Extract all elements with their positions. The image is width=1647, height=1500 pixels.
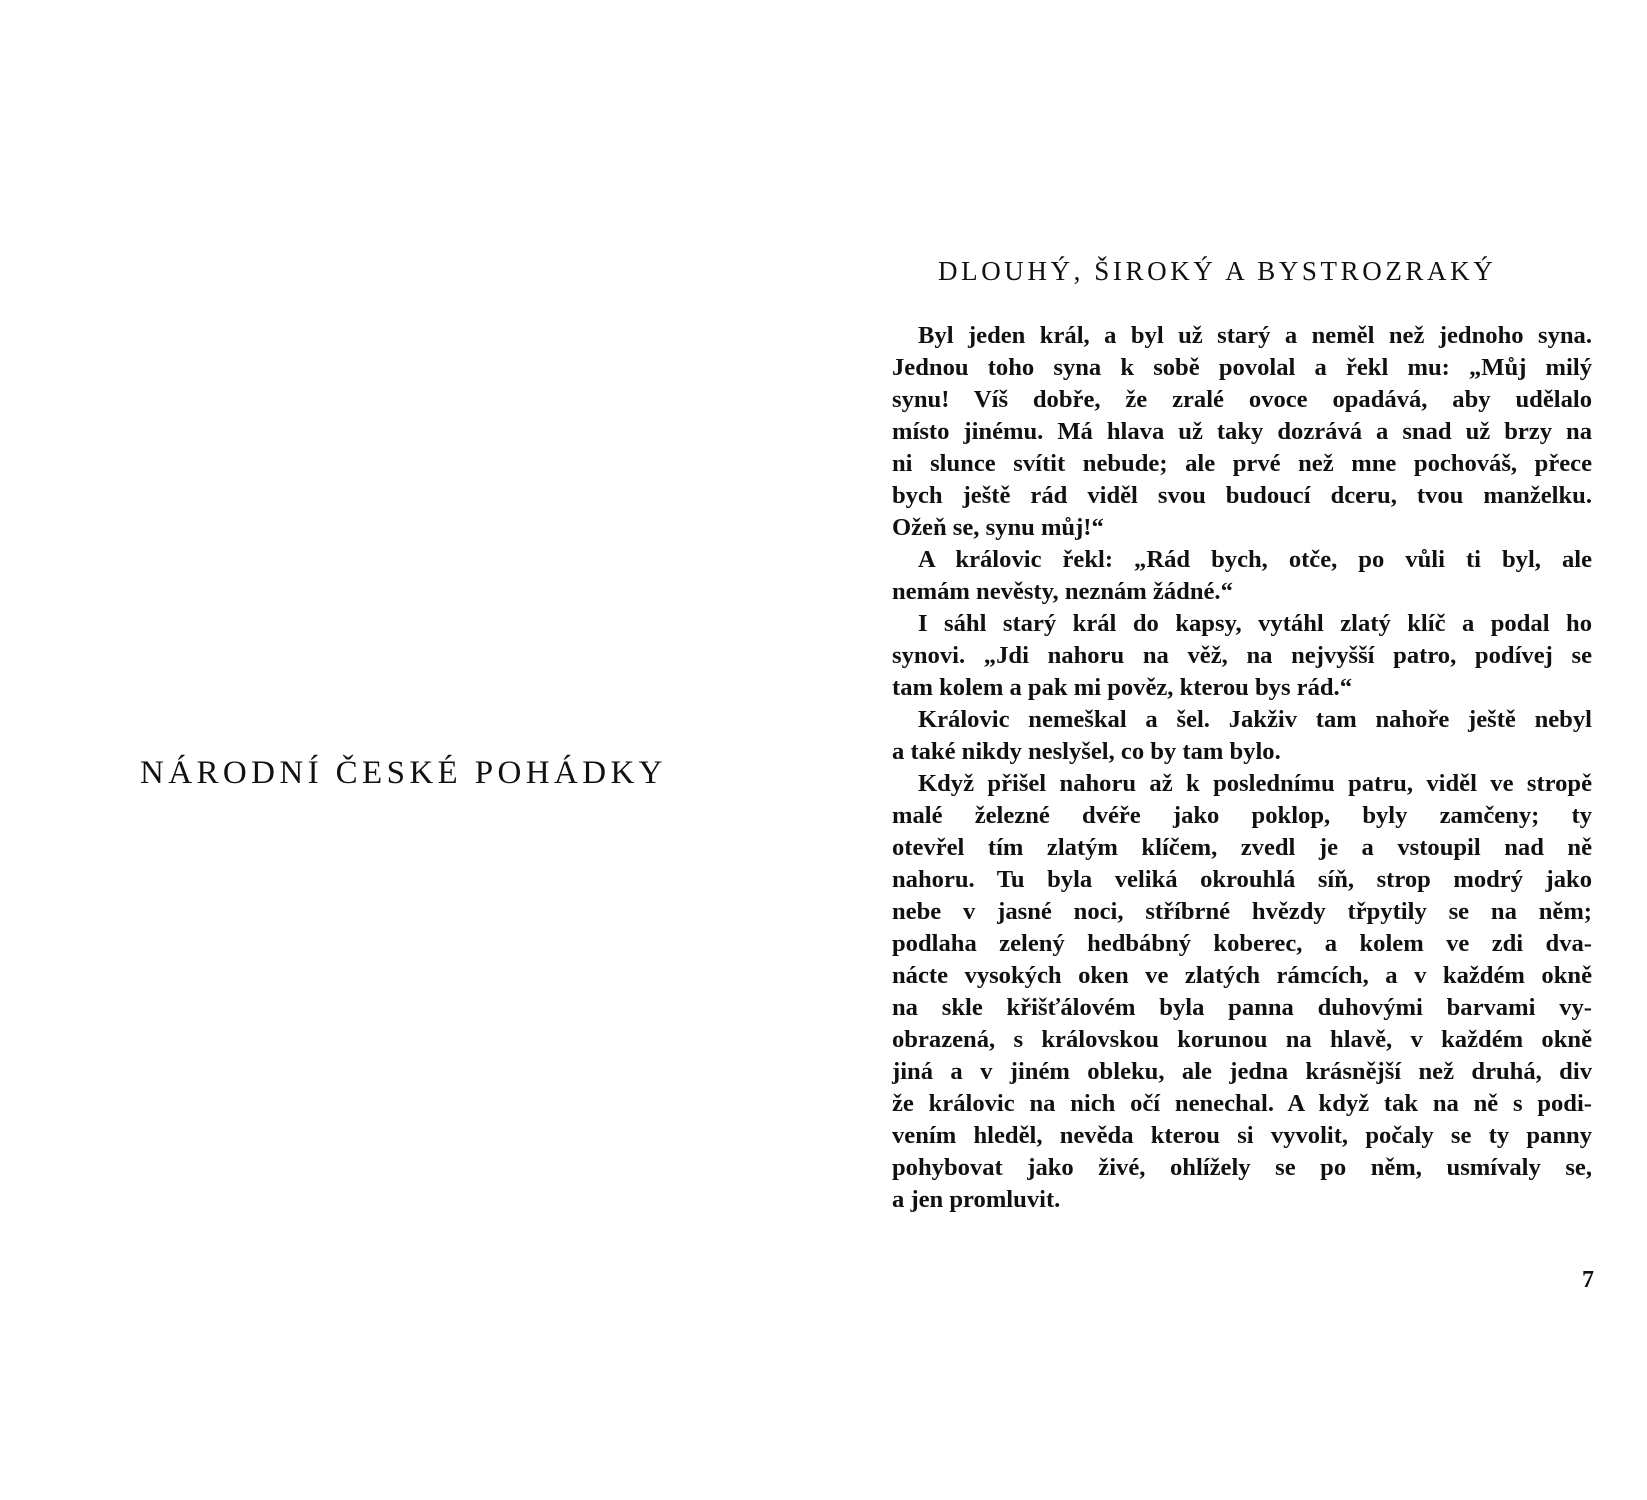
text-line: vením hleděl, nevěda kterou si vyvolit, počaly se ty panny [892, 1122, 1592, 1149]
text-line: nebe v jasné noci, stříbrné hvězdy třpytily se na něm; [892, 898, 1592, 925]
chapter-title: DLOUHÝ, ŠIROKÝ A BYSTROZRAKÝ [938, 256, 1497, 286]
text-line: že královic na nich očí nenechal. A když tak na ně s podi- [892, 1090, 1592, 1117]
text-line: Jednou toho syna k sobě povolal a řekl mu: „Můj milý [892, 354, 1592, 381]
text-line: Byl jeden král, a byl už starý a neměl než jednoho syna. [918, 322, 1592, 349]
text-line: pohybovat jako živé, ohlížely se po něm, usmívaly se, [892, 1154, 1592, 1181]
text-line: synu! Víš dobře, že zralé ovoce opadává, aby udělalo [892, 386, 1592, 413]
text-line: místo jinému. Má hlava už taky dozrává a snad už brzy na [892, 418, 1592, 445]
story-text [892, 320, 1592, 1216]
paragraph [892, 608, 1592, 704]
text-line: Ožeň se, synu můj!“ [892, 514, 1104, 541]
paragraph [892, 704, 1592, 768]
paragraph [892, 320, 1592, 544]
text-line: Královic nemeškal a šel. Jakživ tam nahoře ještě nebyl [918, 706, 1592, 733]
text-line: obrazená, s královskou korunou na hlavě, v každém okně [892, 1026, 1592, 1053]
right-page [820, 0, 1647, 1500]
left-page [0, 0, 820, 1500]
text-line: A královic řekl: „Rád bych, otče, po vůli ti byl, ale [918, 546, 1592, 573]
text-line: Když přišel nahoru až k poslednímu patru, viděl ve stropě [918, 770, 1592, 797]
book-title: NÁRODNÍ ČESKÉ POHÁDKY [140, 755, 667, 791]
text-line: tam kolem a pak mi pověz, kterou bys rád.“ [892, 674, 1353, 701]
text-line: nemám nevěsty, neznám žádné.“ [892, 578, 1233, 605]
text-line: a jen promluvit. [892, 1186, 1061, 1213]
text-line: synovi. „Jdi nahoru na věž, na nejvyšší patro, podívej se [892, 642, 1592, 669]
text-line: otevřel tím zlatým klíčem, zvedl je a vstoupil nad ně [892, 834, 1592, 861]
text-line: podlaha zelený hedbábný koberec, a kolem ve zdi dva- [892, 930, 1592, 957]
page-number: 7 [1582, 1267, 1594, 1293]
text-line: ni slunce svítit nebude; ale prvé než mne pochováš, přece [892, 450, 1592, 477]
text-line: I sáhl starý král do kapsy, vytáhl zlatý klíč a podal ho [918, 610, 1592, 637]
paragraph [892, 768, 1592, 1216]
text-line: nácte vysokých oken ve zlatých rámcích, a v každém okně [892, 962, 1592, 989]
text-line: a také nikdy neslyšel, co by tam bylo. [892, 738, 1281, 765]
paragraph [892, 544, 1592, 608]
text-line: na skle křišťálovém byla panna duhovými barvami vy- [892, 994, 1592, 1021]
text-line: nahoru. Tu byla veliká okrouhlá síň, strop modrý jako [892, 866, 1592, 893]
text-line: bych ještě rád viděl svou budoucí dceru, tvou manželku. [892, 482, 1592, 509]
text-line: jiná a v jiném obleku, ale jedna krásnější než druhá, div [892, 1058, 1592, 1085]
text-line: malé železné dvéře jako poklop, byly zamčeny; ty [892, 802, 1592, 829]
